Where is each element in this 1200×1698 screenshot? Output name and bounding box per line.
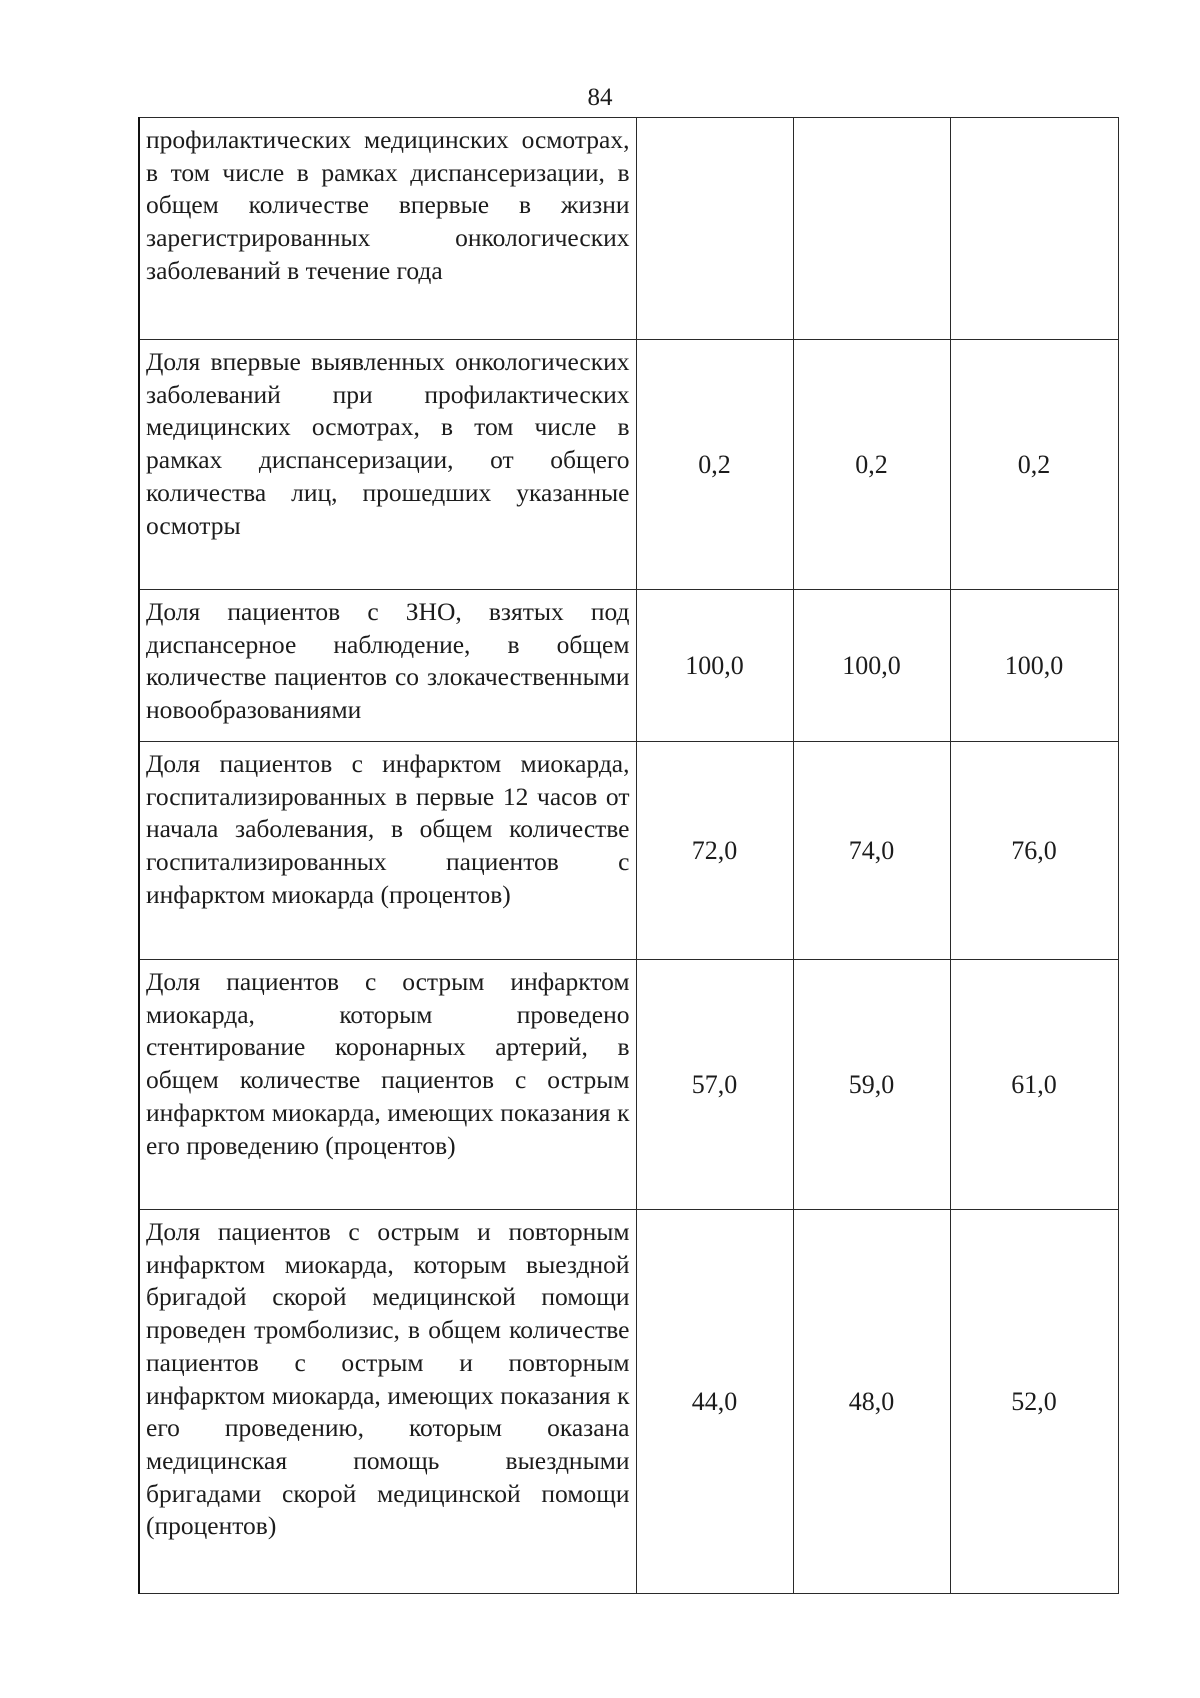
indicator-value-2: [793, 118, 950, 340]
indicator-description: Доля пациентов с острым инфарктом миокарда, которым проведено стентирование коронарных артерий, в общем количестве пациентов с острым инфарктом миокарда, имеющих показания к его проведению (процентов): [139, 960, 636, 1210]
indicator-description: Доля пациентов с острым и повторным инфарктом миокарда, которым выездной бригадой скорой медицинской помощи проведен тромболизис, в общем количестве пациентов с острым и повторным инфарктом миокарда, имеющих показания к его проведению, которым оказана медицинская помощь выездными бригадами скорой медицинской помощи (процентов): [139, 1210, 636, 1594]
indicator-value-2: 48,0: [793, 1210, 950, 1594]
table-row: [139, 742, 1118, 960]
indicator-value-3: [950, 118, 1118, 340]
indicator-value-3: 100,0: [950, 590, 1118, 742]
indicator-value-2: 74,0: [793, 742, 950, 960]
indicator-value-2: 59,0: [793, 960, 950, 1210]
table-row: [139, 1210, 1118, 1594]
indicator-value-1: [636, 118, 793, 340]
table-row: [139, 340, 1118, 590]
indicator-value-1: 44,0: [636, 1210, 793, 1594]
indicator-value-1: 0,2: [636, 340, 793, 590]
indicator-description: Доля впервые выявленных онкологических заболеваний при профилактических медицинских осмотрах, в том числе в рамках диспансеризации, от общего количества лиц, прошедших указанные осмотры: [139, 340, 636, 590]
indicator-description: Доля пациентов с инфарктом миокарда, госпитализированных в первые 12 часов от начала заболевания, в общем количестве госпитализированных пациентов с инфарктом миокарда (процентов): [139, 742, 636, 960]
indicator-value-1: 72,0: [636, 742, 793, 960]
indicator-value-1: 57,0: [636, 960, 793, 1210]
indicator-value-3: 76,0: [950, 742, 1118, 960]
indicators-table: [138, 117, 1119, 1594]
table-row: [139, 118, 1118, 340]
indicator-description: профилактических медицинских осмотрах, в том числе в рамках диспансеризации, в общем количестве впервые в жизни зарегистрированных онкологических заболеваний в течение года: [139, 118, 636, 340]
indicator-value-3: 52,0: [950, 1210, 1118, 1594]
indicator-value-2: 100,0: [793, 590, 950, 742]
indicator-value-2: 0,2: [793, 340, 950, 590]
indicator-value-3: 0,2: [950, 340, 1118, 590]
page-number: 84: [587, 84, 613, 111]
indicator-value-3: 61,0: [950, 960, 1118, 1210]
indicator-description: Доля пациентов с ЗНО, взятых под диспансерное наблюдение, в общем количестве пациентов со злокачественными новообразованиями: [139, 590, 636, 742]
table-row: [139, 590, 1118, 742]
indicator-value-1: 100,0: [636, 590, 793, 742]
table-row: [139, 960, 1118, 1210]
